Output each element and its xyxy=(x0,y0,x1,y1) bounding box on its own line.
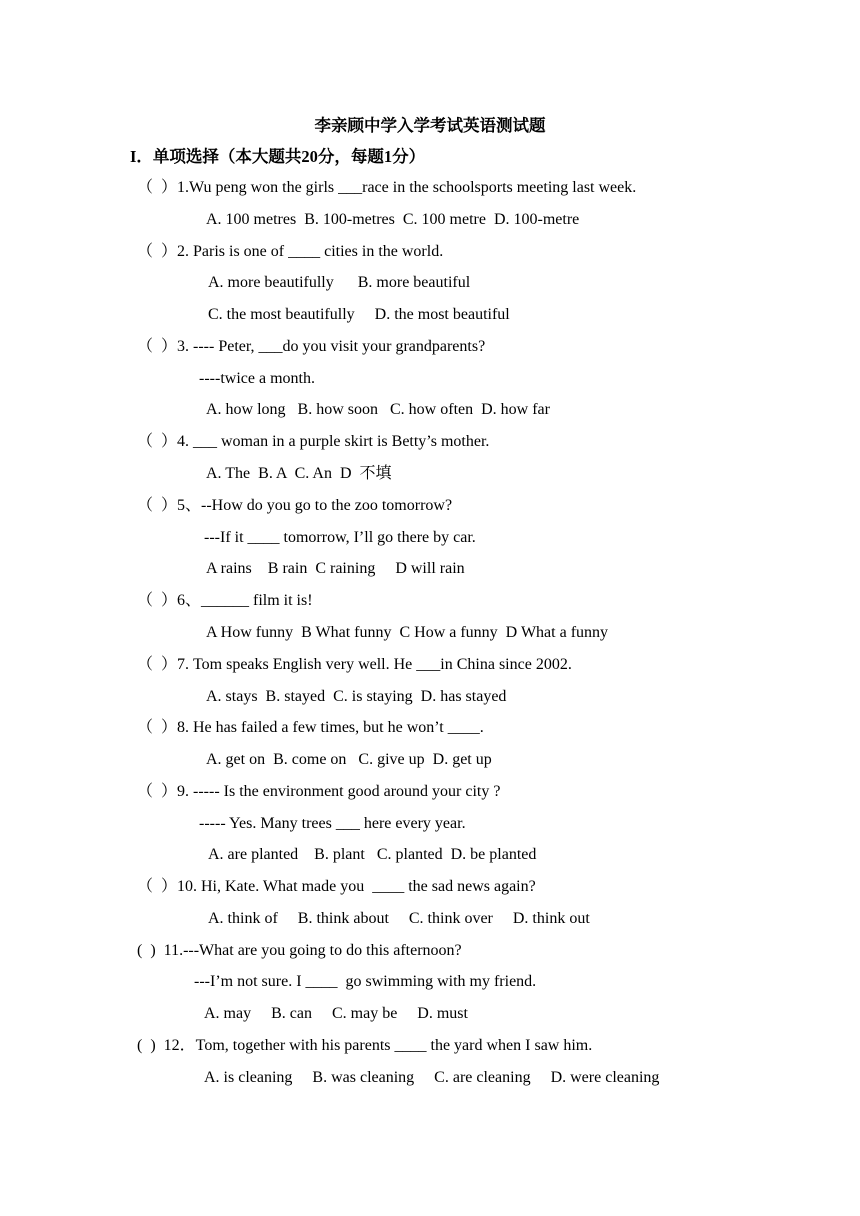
question-11-reply: ---I’m not sure. I ____ go swimming with my friend. xyxy=(194,973,537,990)
question-7: （ ）7. Tom speaks English very well. He ___in China since 2002. xyxy=(137,656,572,673)
question-1-options: A. 100 metres B. 100-metres C. 100 metre D. 100-metre xyxy=(206,211,580,228)
question-11-options: A. may B. can C. may be D. must xyxy=(204,1005,468,1022)
question-12: ( ) 12．Tom, together with his parents ____ the yard when I saw him. xyxy=(137,1037,593,1054)
question-8-options: A. get on B. come on C. give up D. get up xyxy=(206,751,492,768)
question-12-options: A. is cleaning B. was cleaning C. are cleaning D. were cleaning xyxy=(204,1069,660,1086)
question-2: （ ）2. Paris is one of ____ cities in the world. xyxy=(137,243,444,260)
question-8: （ ）8. He has failed a few times, but he won’t ____. xyxy=(137,719,484,736)
question-2-options-ab: A. more beautifully B. more beautiful xyxy=(208,274,471,291)
question-10: （ ）10. Hi, Kate. What made you ____ the sad news again? xyxy=(137,878,536,895)
question-9-options: A. are planted B. plant C. planted D. be planted xyxy=(208,846,537,863)
question-2-options-cd: C. the most beautifully D. the most beautiful xyxy=(208,306,510,323)
question-5: （ ）5、--How do you go to the zoo tomorrow? xyxy=(137,497,453,514)
question-9: （ ）9. ----- Is the environment good around your city ? xyxy=(137,783,501,800)
question-9-reply: ----- Yes. Many trees ___ here every year. xyxy=(199,815,466,832)
question-7-options: A. stays B. stayed C. is staying D. has stayed xyxy=(206,688,507,705)
question-4: （ ）4. ___ woman in a purple skirt is Betty’s mother. xyxy=(137,433,490,450)
question-6-options: A How funny B What funny C How a funny D What a funny xyxy=(206,624,609,641)
question-1: （ ）1.Wu peng won the girls ___race in the schoolsports meeting last week. xyxy=(137,179,637,196)
question-6: （ ）6、______ film it is! xyxy=(137,592,313,609)
exam-title: 李亲顾中学入学考试英语测试题 xyxy=(314,116,546,135)
question-11: ( ) 11.---What are you going to do this afternoon? xyxy=(137,942,462,959)
question-5-reply: ---If it ____ tomorrow, I’ll go there by car. xyxy=(204,529,476,546)
question-5-options: A rains B rain C raining D will rain xyxy=(206,560,465,577)
question-3: （ ）3. ---- Peter, ___do you visit your grandparents? xyxy=(137,338,486,355)
question-4-options: A. The B. A C. An D 不填 xyxy=(206,465,392,482)
section-heading: I．单项选择（本大题共20分，每题1分） xyxy=(130,147,426,166)
question-3-reply: ----twice a month. xyxy=(199,370,315,387)
question-10-options: A. think of B. think about C. think over D. think out xyxy=(208,910,590,927)
question-3-options: A. how long B. how soon C. how often D. how far xyxy=(206,401,550,418)
